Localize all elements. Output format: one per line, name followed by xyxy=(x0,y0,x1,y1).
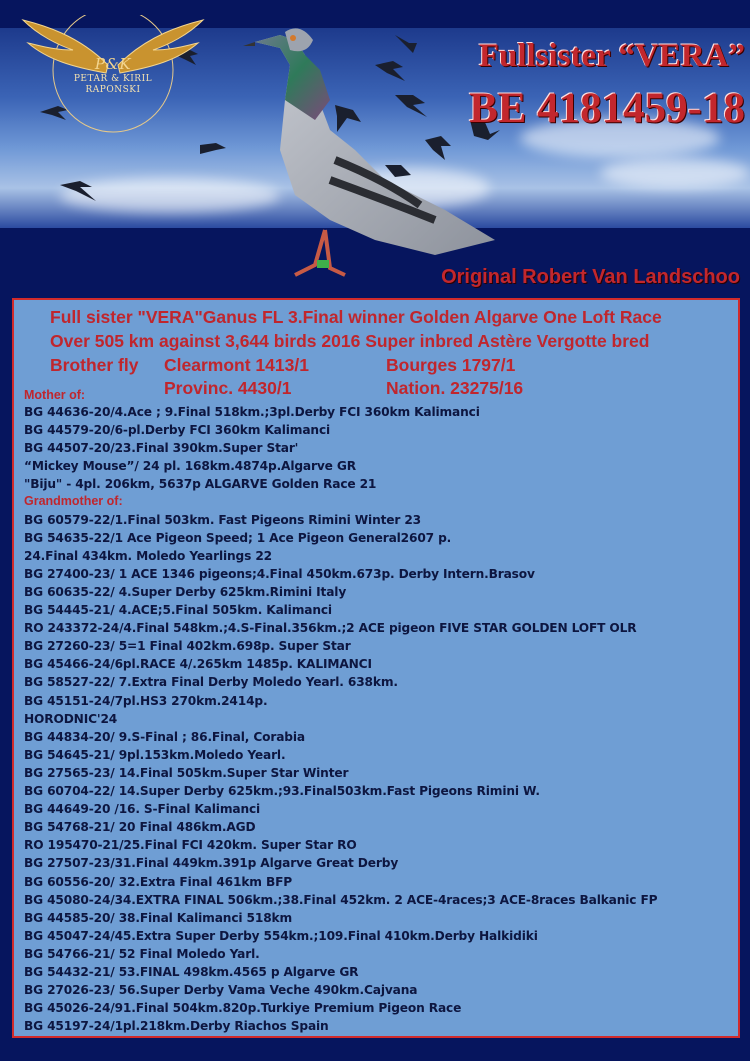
grandmother-of-row: RO 195470-21/25.Final FCI 420km. Super Star RO xyxy=(24,838,357,853)
brother-result-b2: Nation. 23275/16 xyxy=(386,378,524,398)
grandmother-of-row: BG 44834-20/ 9.S-Final ; 86.Final, Corabia xyxy=(24,729,305,744)
grandmother-of-row: BG 27260-23/ 5=1 Final 402km.698p. Super Star xyxy=(24,639,351,654)
grandmother-of-row: BG 54768-21/ 20 Final 486km.AGD xyxy=(24,820,256,835)
raponski-logo xyxy=(18,15,208,135)
grandmother-of-row: BG 60635-22/ 4.Super Derby 625km.Rimini Italy xyxy=(24,584,347,599)
grandmother-of-row: BG 54432-21/ 53.FINAL 498km.4565 p Algarve GR xyxy=(24,965,359,979)
grandmother-of-row: BG 60579-22/1.Final 503km. Fast Pigeons Rimini Winter 23 xyxy=(24,512,422,527)
brother-result-a1: Clearmont 1413/1 xyxy=(164,355,309,375)
origin-breeder: Original Robert Van Landschoo xyxy=(441,266,740,288)
mother-of-row: BG 44636-20/4.Ace ; 9.Final 518km.;3pl.Derby FCI 360km Kalimanci xyxy=(24,405,480,419)
grandmother-of-label: Grandmother of: xyxy=(24,493,123,508)
brother-result-b1: Bourges 1797/1 xyxy=(386,355,516,375)
brother-result-a2: Provinc. 4430/1 xyxy=(164,378,292,398)
grandmother-of-row: BG 45466-24/6pl.RACE 4/.265km 1485p. KALIMANCI xyxy=(24,657,372,672)
grandmother-of-row: RO 243372-24/4.Final 548km.;4.S-Final.356km.;2 ACE pigeon FIVE STAR GOLDEN LOFT OLR xyxy=(24,621,637,636)
logo-line2: RAPONSKI xyxy=(85,85,141,95)
logo-monogram: P&K xyxy=(94,55,132,73)
mother-of-row: BG 44507-20/23.Final 390km.Super Star' xyxy=(24,441,299,456)
grandmother-of-row: BG 60704-22/ 14.Super Derby 625km.;93.Final503km.Fast Pigeons Rimini W. xyxy=(24,784,540,798)
grandmother-of-row: BG 45026-24/91.Final 504km.820p.Turkiye Premium Pigeon Race xyxy=(24,1001,462,1016)
pedigree-panel xyxy=(12,298,740,1038)
page-title: Fullsister “VERA” xyxy=(478,38,745,74)
grandmother-of-row: BG 45197-24/1pl.218km.Derby Riachos Spain xyxy=(24,1019,329,1034)
grandmother-of-row: BG 45080-24/34.EXTRA FINAL 506km.;38.Final 452km. 2 ACE-4races;3 ACE-8races Balkanic FP xyxy=(24,892,658,907)
grandmother-of-row: BG 44649-20 /16. S-Final Kalimanci xyxy=(24,802,261,817)
mother-of-row: "Biju" - 4pl. 206km, 5637p ALGARVE Golden Race 21 xyxy=(24,477,377,492)
grandmother-of-row: BG 54645-21/ 9pl.153km.Moledo Yearl. xyxy=(24,747,286,762)
brother-label: Brother fly xyxy=(50,355,139,375)
grandmother-of-row: BG 45047-24/45.Extra Super Derby 554km.;109.Final 410km.Derby Halkidiki xyxy=(24,928,538,943)
mother-of-row: “Mickey Mouse”/ 24 pl. 168km.4874p.Algarve GR xyxy=(24,459,356,474)
grandmother-of-row: BG 45151-24/7pl.HS3 270km.2414p. xyxy=(24,693,268,708)
mother-of-row: BG 44579-20/6-pl.Derby FCI 360km Kalimanci xyxy=(24,423,331,438)
grandmother-of-row: HORODNIC'24 xyxy=(24,711,118,726)
grandmother-of-row: BG 44585-20/ 38.Final Kalimanci 518km xyxy=(24,910,293,925)
grandmother-of-row: BG 54635-22/1 Ace Pigeon Speed; 1 Ace Pigeon General2607 p. xyxy=(24,530,452,545)
logo-line1: PETAR & KIRIL xyxy=(73,74,153,84)
grandmother-of-row: BG 60556-20/ 32.Extra Final 461km BFP xyxy=(24,874,293,889)
mother-of-label: Mother of: xyxy=(24,388,86,402)
grandmother-of-row: BG 54445-21/ 4.ACE;5.Final 505km. Kalimanci xyxy=(24,603,332,617)
ring-number: BE 4181459-18 xyxy=(469,85,745,132)
grandmother-of-row: BG 27507-23/31.Final 449km.391p Algarve Great Derby xyxy=(24,856,399,871)
intro-line1: Full sister "VERA"Ganus FL 3.Final winner Golden Algarve One Loft Race xyxy=(50,307,662,327)
grandmother-of-row: BG 27400-23/ 1 ACE 1346 pigeons;4.Final 450km.673p. Derby Intern.Brasov xyxy=(24,566,535,581)
grandmother-of-row: 24.Final 434km. Moledo Yearlings 22 xyxy=(24,548,272,563)
intro-line2: Over 505 km against 3,644 birds 2016 Super inbred Astère Vergotte bred xyxy=(50,331,650,351)
grandmother-of-row: BG 27565-23/ 14.Final 505km.Super Star Winter xyxy=(24,765,349,780)
grandmother-of-row: BG 58527-22/ 7.Extra Final Derby Moledo Yearl. 638km. xyxy=(24,675,398,690)
header-banner xyxy=(0,0,750,300)
grandmother-of-row: BG 54766-21/ 52 Final Moledo Yarl. xyxy=(24,946,260,961)
grandmother-of-row: BG 27026-23/ 56.Super Derby Vama Veche 490km.Cajvana xyxy=(24,983,418,998)
